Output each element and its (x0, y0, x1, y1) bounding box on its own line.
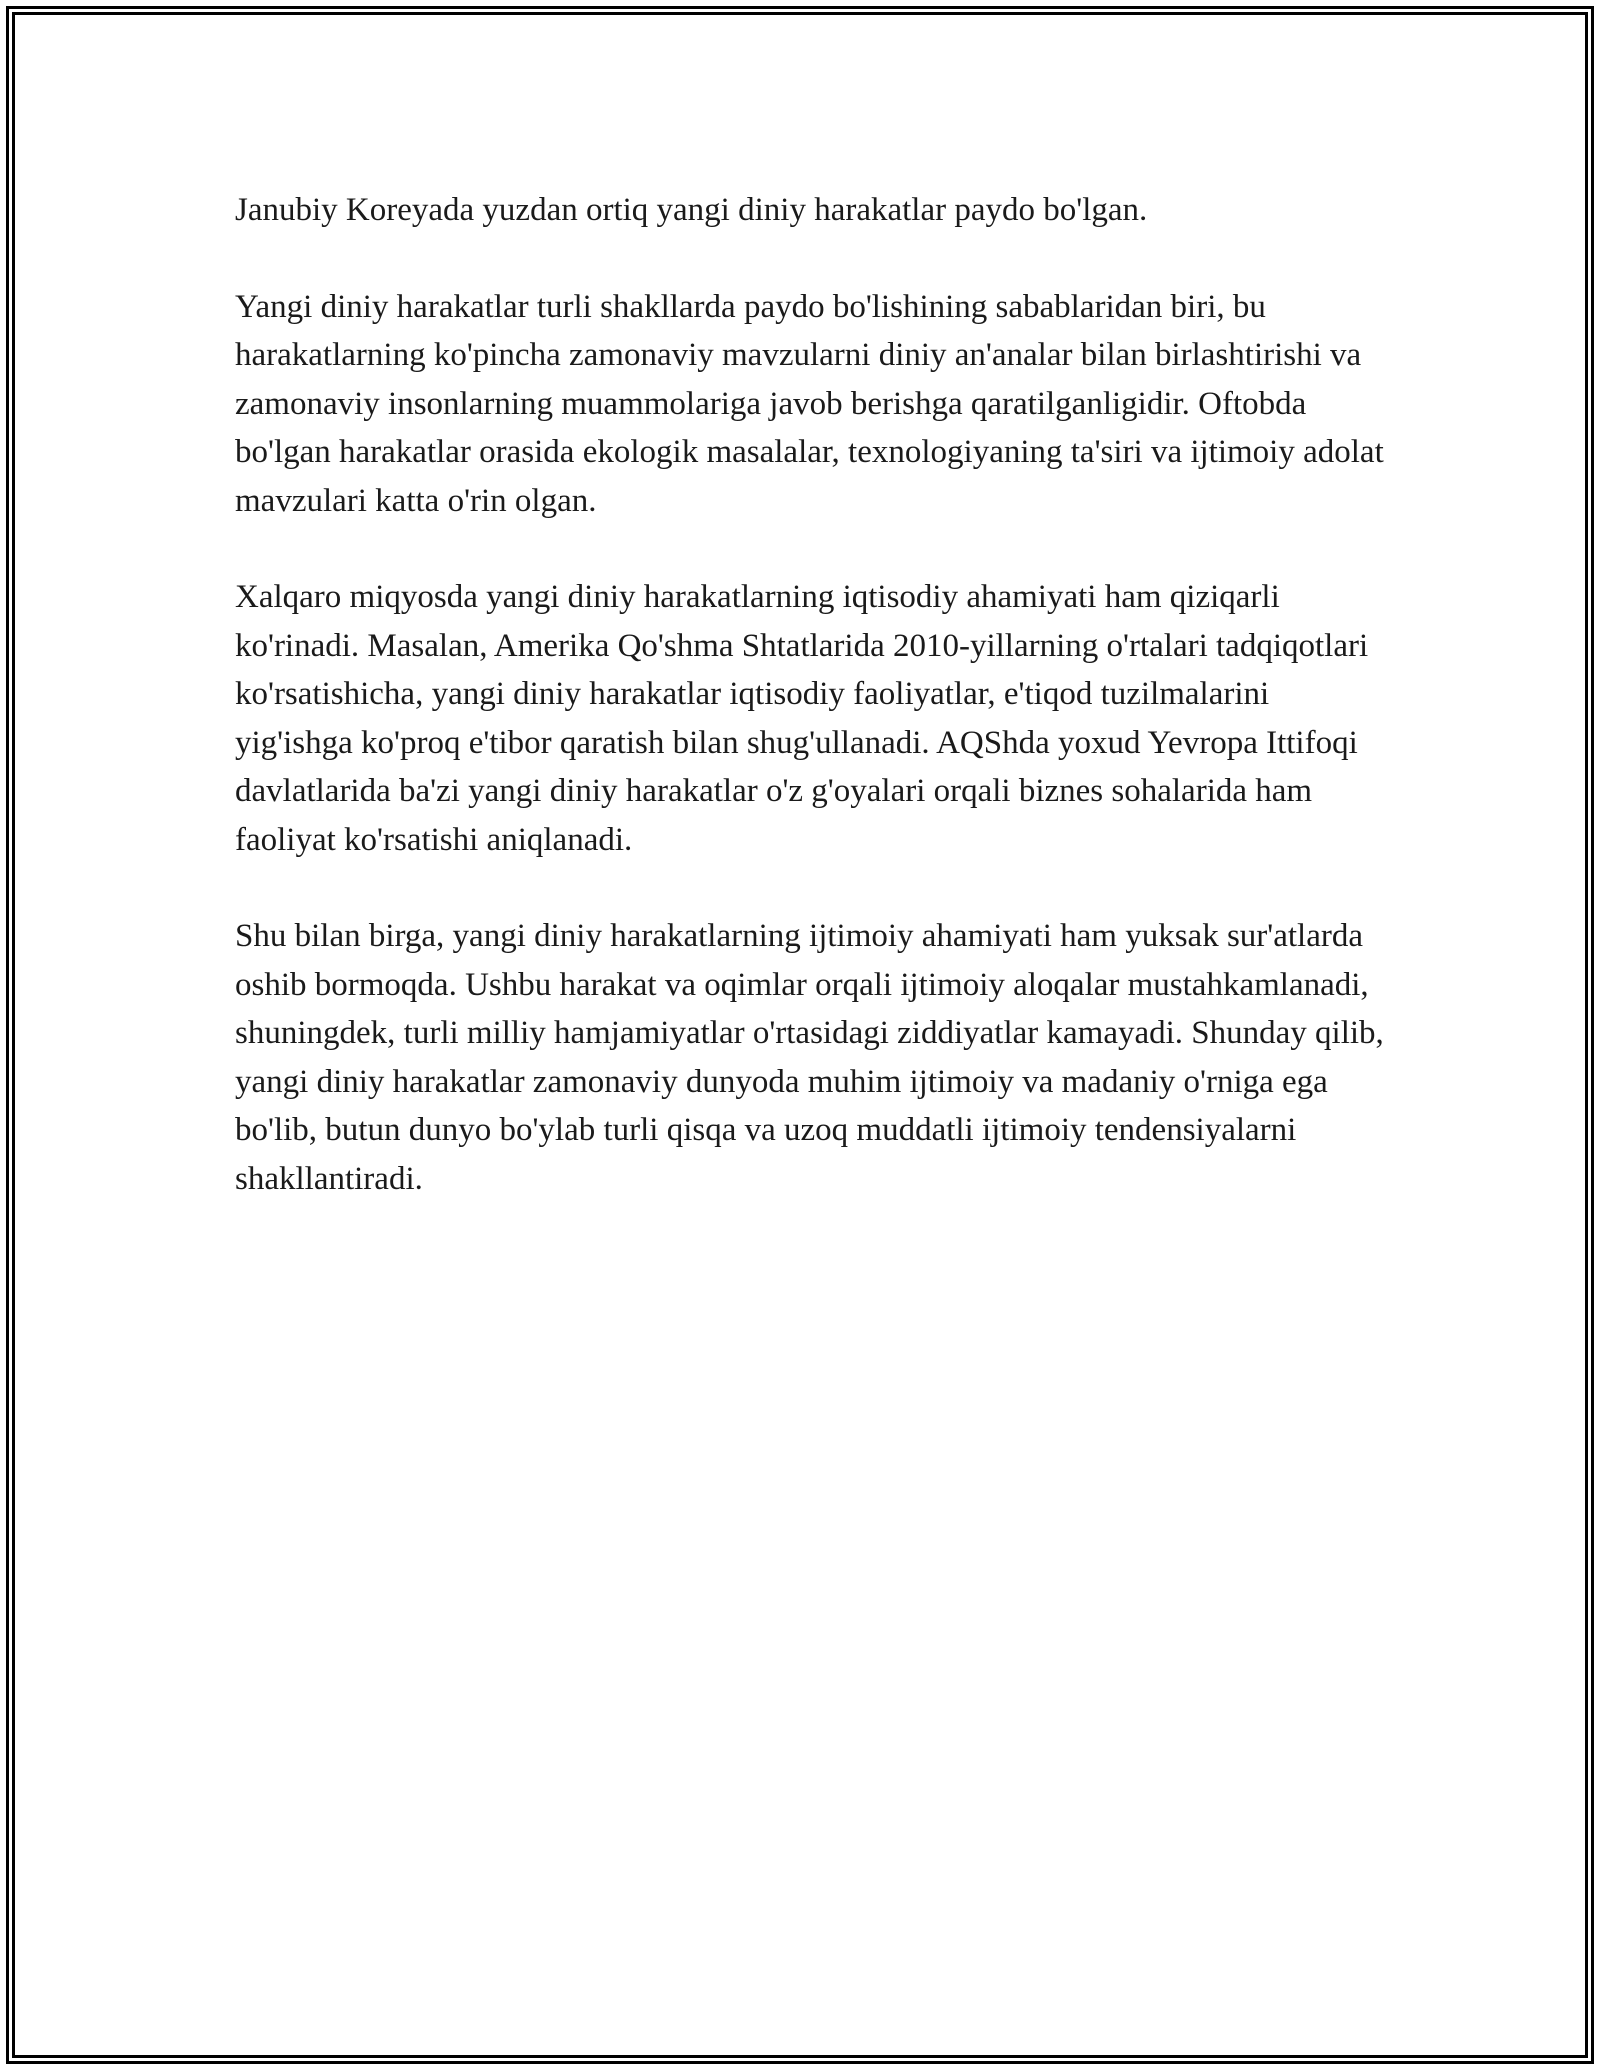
paragraph-3: Xalqaro miqyosda yangi diniy harakatlarning iqtisodiy ahamiyati ham qiziqarli ko'rinadi. Masalan, Amerika Qo'shma Shtatlarida 2010-yillarning o'rtalari tadqiqotlari ko'rsatishicha, yangi diniy harakatlar iqtisodiy faoliyatlar, e'tiqod tuzilmalarini yig'ishga ko'proq e'tibor qaratish bilan shug'ullanadi. AQShda yoxud Yevropa Ittifoqi davlatlarida ba'zi yangi diniy harakatlar o'z g'oyalari orqali biznes sohalarida ham faoliyat ko'rsatishi aniqlanadi. (235, 579, 1369, 858)
paragraph-2: Yangi diniy harakatlar turli shakllarda paydo bo'lishining sabablaridan biri, bu harakatlarning ko'pincha zamonaviy mavzularni diniy an'analar bilan birlashtirishi va zamonaviy insonlarning muammolariga javob berishga qaratilganligidir. Oftobda bo'lgan harakatlar orasida ekologik masalalar, texnologiyaning ta'siri va ijtimoiy adolat mavzulari katta o'rin olgan. (235, 288, 1384, 519)
paragraph-1: Janubiy Koreyada yuzdan ortiq yangi diniy harakatlar paydo bo'lgan. (235, 192, 1148, 228)
paragraph-4: Shu bilan birga, yangi diniy harakatlarning ijtimoiy ahamiyati ham yuksak sur'atlarda oshib bormoqda. Ushbu harakat va oqimlar orqali ijtimoiy aloqalar mustahkamlanadi, shuningdek, turli milliy hamjamiyatlar o'rtasidagi ziddiyatlar kamayadi. Shunday qilib, yangi diniy harakatlar zamonaviy dunyoda muhim ijtimoiy va madaniy o'rniga ega bo'lib, butun dunyo bo'ylab turli qisqa va uzoq muddatli ijtimoiy tendensiyalarni shakllantiradi. (235, 918, 1384, 1197)
document-body (235, 186, 1385, 1251)
